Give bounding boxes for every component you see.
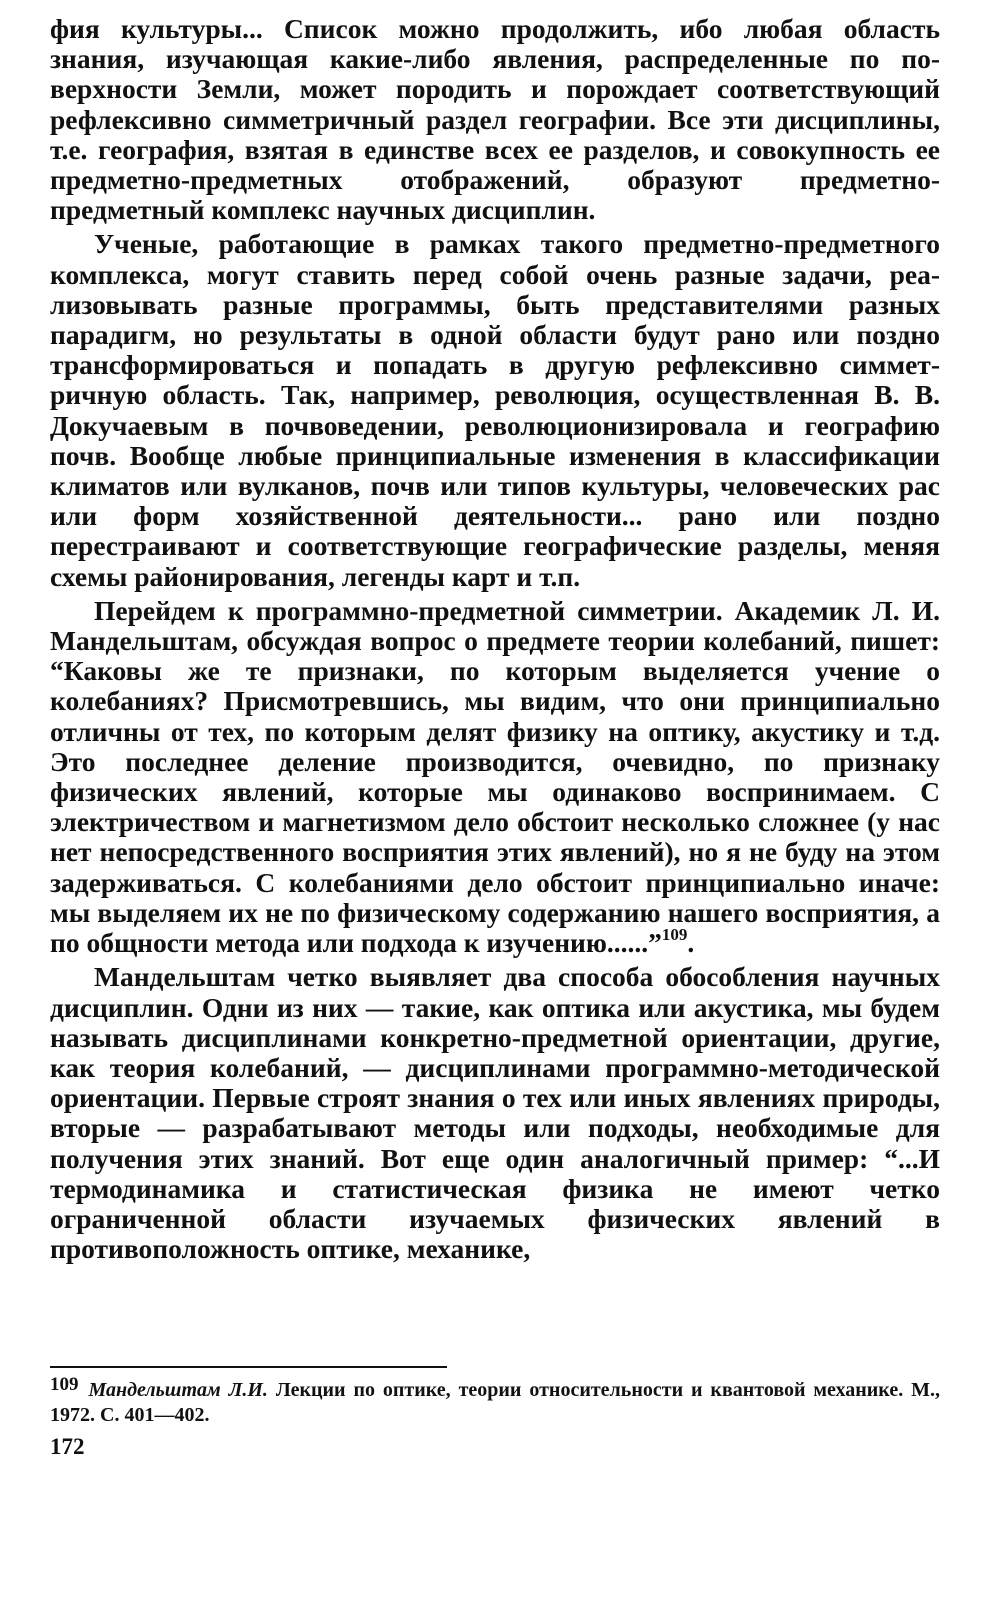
footnote-author: Мандельштам Л.И. — [88, 1379, 268, 1401]
paragraph-3-text: Перейдем к программно-предметной симметрии. Академик Л. И. Мандельштам, обсуждая вопрос о предмете теории колебаний, пишет: “Каковы же те признаки, по которым выделяется учение о колебаниях? Присмотревшись, мы видим, что они принципиально отличны от тех, по которым делят физику на оптику, акустику и т.д. Это последнее деление производится, очевидно, по признаку физических явлений, которые мы одинаково воспринимаем. С электричеством и магнетизмом дело обстоит несколько сложнее (у нас нет непосредственного восприятия этих явлений), но я не буду на этом задерживаться. С колебаниями дело обстоит принципиально иначе: мы выделяем их не по физическому содержанию нашего восприятия, а по общности метода или подхода к изучению......” — [50, 594, 940, 959]
paragraph-4: Мандельштам четко выявляет два способа обособления научных дисциплин. Одни из них — такие, как оптика или акустика, мы будем называть дисциплинами конкретно-предметной ориентации, другие, как теория колебаний, — дисциплинами программно-методической ориентации. Первые строят знания о тех или иных явлениях природы, вторые — разрабатывают методы или подходы, необходимые для получения этих знаний. Вот еще один аналогичный пример: “...И термодинамика и статистическая физика не имеют четко ограниченной области изучаемых физических явлений в противоположность оптике, механике, — [50, 961, 940, 1265]
footnote-reference[interactable]: 109 — [661, 924, 688, 944]
footnote-text: Лекции по оптике, теории относительности и квантовой механике. М., 1972. С. 401—402. — [50, 1379, 940, 1426]
paragraph-1: фия культуры... Список можно продолжить, ибо любая область знания, изучающая какие-либо явления, распределенные по поверхности Земли, может породить и порождает соответствующий рефлексивно симметричный раздел географии. Все эти дисциплины, т.е. география, взятая в единстве всех ее разделов, и совокупность ее предметно-предметных отображений, образуют предметно-предметный комплекс научных дисциплин. — [50, 13, 940, 226]
paragraph-2: Ученые, работающие в рамках такого предметно-предметного комплекса, могут ставить перед собой очень разные задачи, реализовывать разные программы, быть представителями разных парадигм, но результаты в одной области будут рано или поздно трансформироваться и попадать в другую рефлексивно симметричную область. Так, например, революция, осуществленная В. В. Докучаевым в почвоведении, революционизировала и географию почв. Вообще любые принципиальные изменения в классификации климатов или вулканов, почв или типов культуры, человеческих рас или форм хозяйственной деятельности... рано или поздно перестраивают и соответствующие географические разделы, меняя схемы районирования, легенды карт и т.п. — [50, 228, 940, 592]
footnote — [50, 1374, 940, 1427]
footnote-divider — [50, 1366, 447, 1368]
page-number: 172 — [50, 1434, 85, 1459]
paragraph-3: Перейдем к программно-предметной симметрии. Академик Л. И. Мандельштам, обсуждая вопрос о предмете теории колебаний, пишет: “Каковы же те признаки, по которым выделяется учение о колебаниях? Присмотревшись, мы видим, что они принципиально отличны от тех, по которым делят физику на оптику, акустику и т.д. Это последнее деление производится, очевидно, по признаку физических явлений, которые мы одинаково воспринимаем. С электричеством и магнетизмом дело обстоит несколько сложнее (у нас нет непосредственного восприятия этих явлений), но я не буду на этом задерживаться. С колебаниями дело обстоит принципиально иначе: мы выделяем их не по физическому содержанию нашего восприятия, а по общности метода или подхода к изучению......”$^{109}$. — [50, 594, 940, 959]
page-body — [50, 14, 940, 1264]
footnote-number: 109 — [50, 1374, 79, 1395]
